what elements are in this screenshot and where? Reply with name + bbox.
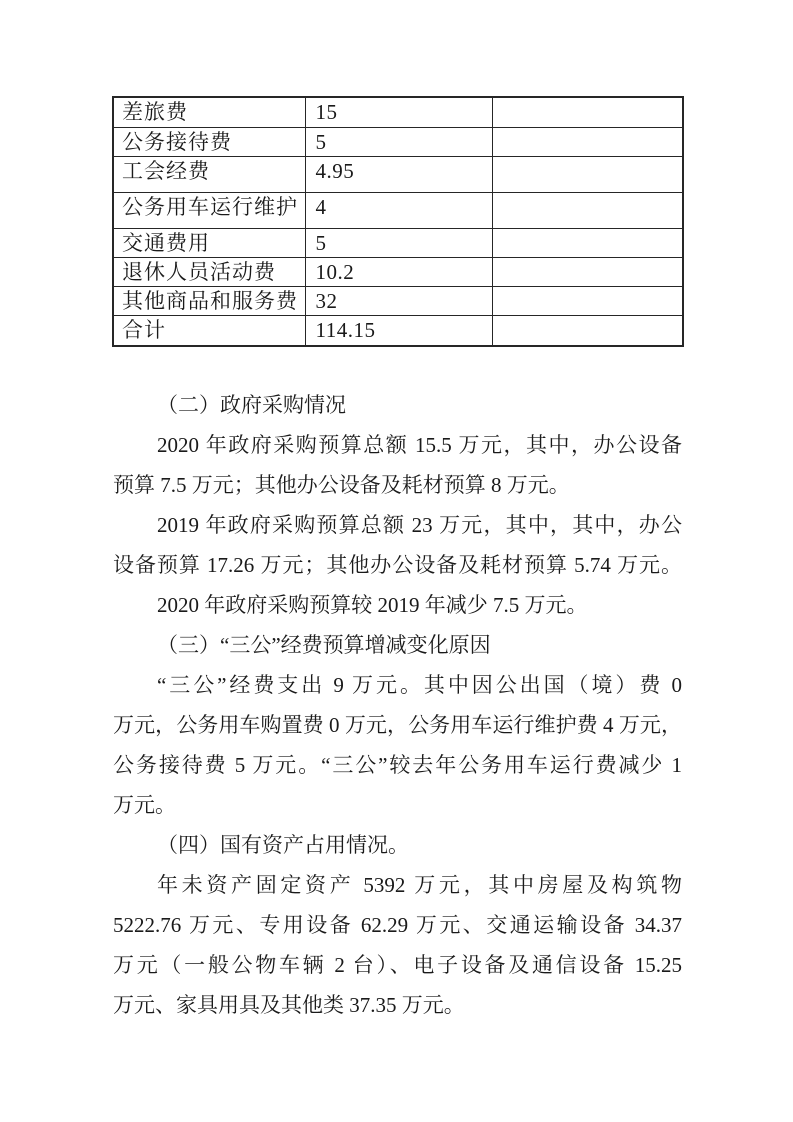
- expense-budget-table: [112, 96, 684, 347]
- expense-amount-cell: 5: [305, 127, 492, 156]
- expense-note-cell: [492, 156, 683, 192]
- paragraph-line: 5222.76 万元、专用设备 62.29 万元、交通运输设备 34.37: [113, 913, 682, 937]
- table-row: [113, 257, 683, 286]
- paragraph-line: “三公”经费支出 9 万元。其中因公出国（境）费 0: [157, 673, 682, 697]
- expense-name-cell: 其他商品和服务费: [113, 286, 305, 315]
- paragraph-line: 万元，公务用车购置费 0 万元，公务用车运行维护费 4 万元，: [113, 713, 682, 737]
- paragraph-line: 2020 年政府采购预算总额 15.5 万元，其中，办公设备: [157, 433, 682, 457]
- table-row: [113, 156, 683, 192]
- expense-amount-cell: 32: [305, 286, 492, 315]
- table-row: [113, 192, 683, 228]
- paragraph-line: 万元、家具用具及其他类 37.35 万元。: [113, 993, 465, 1017]
- expense-note-cell: [492, 127, 683, 156]
- expense-note-cell: [492, 286, 683, 315]
- expense-name-cell: 公务接待费: [113, 127, 305, 156]
- expense-amount-cell: 114.15: [305, 315, 492, 346]
- expense-name-cell: 差旅费: [113, 97, 305, 127]
- table-row: [113, 127, 683, 156]
- document-body: [113, 385, 682, 1025]
- paragraph-line: 2019 年政府采购预算总额 23 万元，其中，其中，办公: [157, 513, 682, 537]
- paragraph-line: 年未资产固定资产 5392 万元，其中房屋及构筑物: [157, 873, 682, 897]
- expense-note-cell: [492, 192, 683, 228]
- expense-amount-cell: 15: [305, 97, 492, 127]
- expense-name-cell: 交通费用: [113, 228, 305, 257]
- table-row: [113, 97, 683, 127]
- section-heading-state-assets: （四）国有资产占用情况。: [157, 833, 409, 857]
- paragraph-line: 万元。: [113, 793, 176, 817]
- expense-note-cell: [492, 228, 683, 257]
- expense-note-cell: [492, 315, 683, 346]
- paragraph-line: 万元（一般公物车辆 2 台）、电子设备及通信设备 15.25: [113, 953, 682, 977]
- expense-name-cell: 合计: [113, 315, 305, 346]
- expense-note-cell: [492, 97, 683, 127]
- section-heading-sangong: （三）“三公”经费预算增减变化原因: [157, 633, 491, 657]
- paragraph-line: 2020 年政府采购预算较 2019 年减少 7.5 万元。: [157, 593, 588, 617]
- expense-amount-cell: 4.95: [305, 156, 492, 192]
- section-heading-procurement: （二）政府采购情况: [157, 393, 346, 417]
- paragraph-line: 预算 7.5 万元；其他办公设备及耗材预算 8 万元。: [113, 473, 570, 497]
- expense-amount-cell: 10.2: [305, 257, 492, 286]
- expense-amount-cell: 4: [305, 192, 492, 228]
- expense-note-cell: [492, 257, 683, 286]
- table-row: [113, 286, 683, 315]
- expense-name-cell: 工会经费: [113, 156, 305, 192]
- expense-name-cell: 公务用车运行维护: [113, 192, 305, 228]
- paragraph-line: 设备预算 17.26 万元；其他办公设备及耗材预算 5.74 万元。: [113, 553, 682, 577]
- expense-name-cell: 退休人员活动费: [113, 257, 305, 286]
- table-row: [113, 228, 683, 257]
- expense-amount-cell: 5: [305, 228, 492, 257]
- table-row: [113, 315, 683, 346]
- paragraph-line: 公务接待费 5 万元。“三公”较去年公务用车运行费减少 1: [113, 753, 682, 777]
